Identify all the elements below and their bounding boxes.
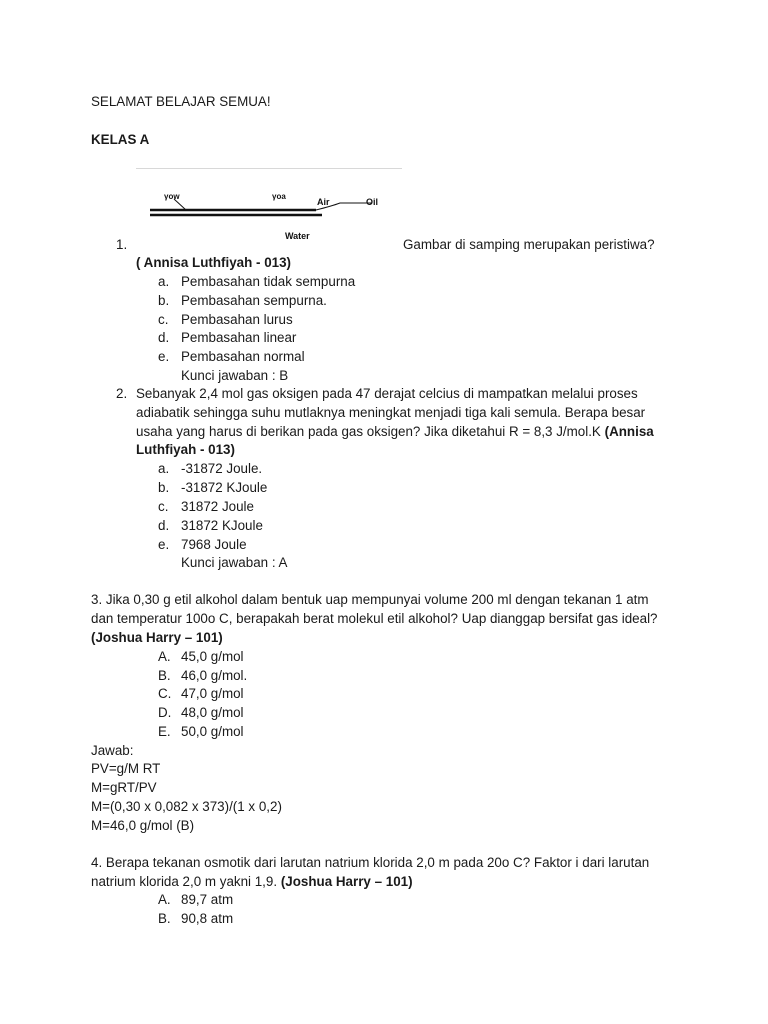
option-letter: c. (158, 312, 169, 327)
q4-text-line-with-author (91, 872, 413, 891)
wetting-figure (136, 168, 402, 249)
q2-number: 2. (116, 386, 128, 401)
q3-text-line: dan temperatur 100o C, berapakah berat molekul etil alkohol? Uap dianggap bersifat gas ideal? (91, 611, 658, 626)
q1-author: ( Annisa Luthfiyah - 013) (136, 255, 291, 270)
option-letter: b. (158, 480, 170, 495)
option-letter: C. (158, 686, 172, 701)
option-letter: E. (158, 724, 171, 739)
option-letter: d. (158, 330, 170, 345)
option-letter: b. (158, 293, 170, 308)
option-text: 31872 KJoule (181, 518, 263, 533)
option-letter: B. (158, 668, 171, 683)
gamma-ow-label: γow (164, 192, 180, 201)
option-text: -31872 Joule. (181, 461, 263, 476)
q3-text-line: 3. Jika 0,30 g etil alkohol dalam bentuk uap mempunyai volume 200 ml dengan tekanan 1 atm (91, 592, 649, 607)
q4-author: (Joshua Harry – 101) (280, 874, 413, 889)
answer-line: PV=g/M RT (91, 761, 161, 776)
water-label: Water (285, 231, 310, 241)
option-text: 31872 Joule (181, 499, 254, 514)
section-title: KELAS A (91, 132, 150, 147)
q2-text-line: adiabatik sehingga suhu mutlaknya meningkat menjadi tiga kali semula. Berapa besar (136, 405, 646, 420)
answer-line: M=(0,30 x 0,082 x 373)/(1 x 0,2) (91, 799, 282, 814)
q1-number: 1. (116, 237, 128, 252)
option-text: 48,0 g/mol (181, 705, 244, 720)
q1-question: Gambar di samping merupakan peristiwa? (403, 237, 655, 252)
option-text: Pembasahan sempurna. (181, 293, 327, 308)
q3-author: (Joshua Harry – 101) (91, 630, 223, 645)
option-text: 45,0 g/mol (181, 649, 244, 664)
option-letter: c. (158, 499, 169, 514)
option-text: 46,0 g/mol. (181, 668, 248, 683)
q2-text-line: Sebanyak 2,4 mol gas oksigen pada 47 derajat celcius di mampatkan melalui proses (136, 386, 638, 401)
q4-text-line: 4. Berapa tekanan osmotik dari larutan natrium klorida 2,0 m pada 20o C? Faktor i dari larutan (91, 855, 650, 870)
option-text: -31872 KJoule (181, 480, 268, 495)
q2-answer-key: Kunci jawaban : A (181, 555, 288, 570)
option-text: 50,0 g/mol (181, 724, 244, 739)
oil-label: Oil (366, 197, 379, 207)
answer-line: M=gRT/PV (91, 780, 157, 795)
q4-text-line: natrium klorida 2,0 m yakni 1,9. (91, 874, 278, 889)
option-letter: d. (158, 518, 170, 533)
option-letter: a. (158, 274, 170, 289)
option-text: Pembasahan linear (181, 330, 297, 345)
option-letter: A. (158, 892, 171, 907)
q1-answer-key: Kunci jawaban : B (181, 368, 289, 383)
option-letter: e. (158, 349, 170, 364)
answer-line: M=46,0 g/mol (B) (91, 818, 195, 833)
option-text: Pembasahan lurus (181, 312, 293, 327)
option-letter: A. (158, 649, 171, 664)
q2-author-continued: Luthfiyah - 013) (136, 442, 235, 457)
option-text: 89,7 atm (181, 892, 234, 907)
q2-author: (Annisa (604, 424, 654, 439)
q2-text-line: usaha yang harus di berikan pada gas oksigen? Jika diketahui R = 8,3 J/mol.K (136, 424, 601, 439)
q2-text-line-with-author (136, 422, 654, 441)
option-letter: B. (158, 911, 171, 926)
option-letter: D. (158, 705, 172, 720)
option-text: 7968 Joule (181, 537, 247, 552)
option-text: 90,8 atm (181, 911, 234, 926)
air-label: Air (317, 197, 330, 207)
option-text: 47,0 g/mol (181, 686, 244, 701)
option-letter: e. (158, 537, 170, 552)
option-text: Pembasahan tidak sempurna (181, 274, 356, 289)
greeting-text: SELAMAT BELAJAR SEMUA! (91, 94, 271, 109)
option-text: Pembasahan normal (181, 349, 305, 364)
option-letter: a. (158, 461, 170, 476)
gamma-oa-label: γoa (272, 192, 286, 201)
answer-line: Jawab: (91, 743, 134, 758)
